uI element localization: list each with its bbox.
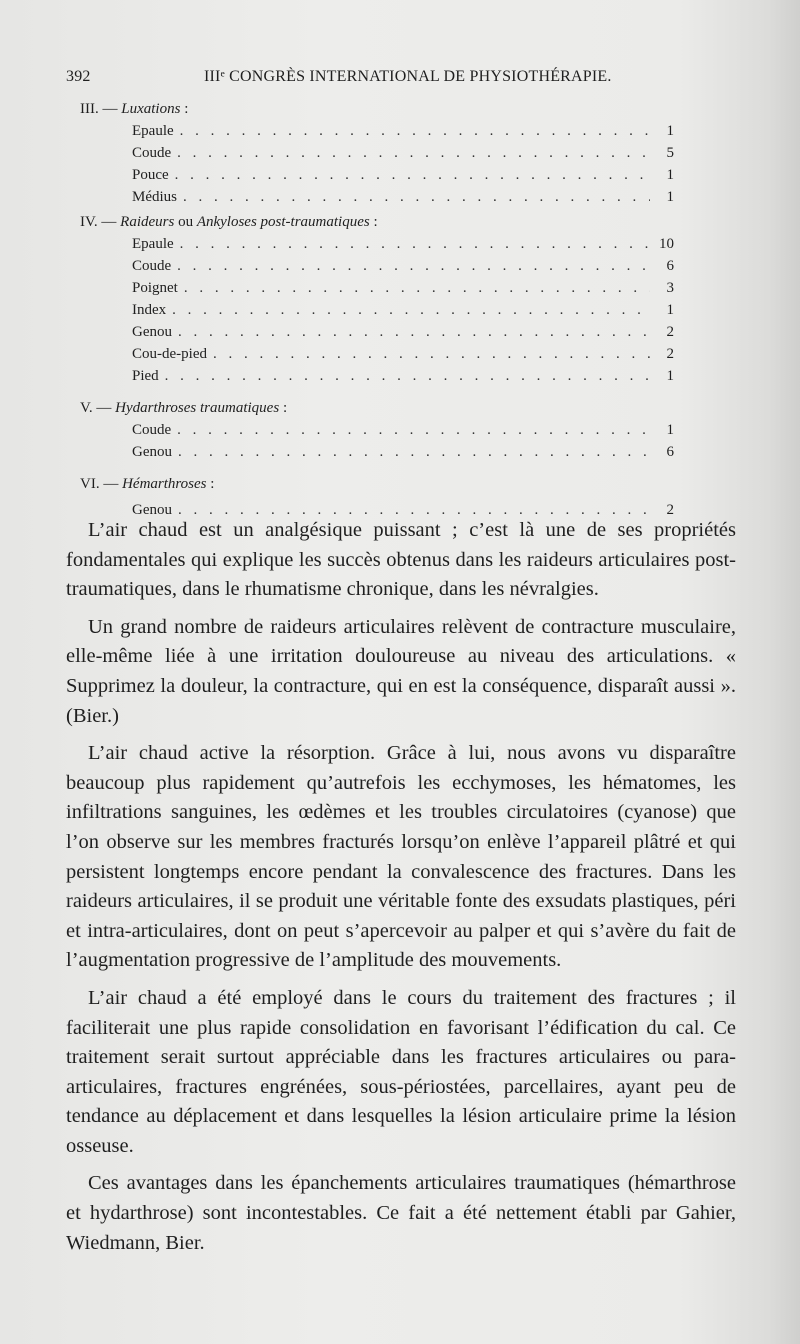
section-numeral: VI. — <box>80 476 119 492</box>
item-count: 6 <box>666 258 674 274</box>
paragraph: Ces avantages dans les épanchements articulaires traumatiques (hémarthrose et hydarthrose) sont incontestables. Ce fait a été nettement établi par Gahier, Wiedmann, Bier. <box>66 1172 736 1254</box>
section-title-joiner: ou <box>174 214 197 230</box>
item-name: Pouce <box>132 167 169 183</box>
section-title: Raideurs <box>120 214 175 230</box>
item-name: Coude <box>132 422 172 438</box>
item-count: 2 <box>666 346 674 362</box>
section-title: Luxations <box>121 101 181 117</box>
section-heading-raideurs: IV. — Raideurs ou Ankyloses post-traumatiques : <box>80 214 378 230</box>
list-item <box>80 321 674 343</box>
dot-leader <box>184 277 650 299</box>
dot-leader <box>177 419 650 441</box>
item-count: 5 <box>666 145 674 161</box>
paragraph: Un grand nombre de raideurs articulaires relèvent de contracture musculaire, elle-même liée à une irritation douloureuse au niveau des articulations. « Supprimez la douleur, la contracture, qui en est la conséquence, disparaît aussi ». (Bier.) <box>66 615 736 727</box>
list-item <box>80 419 674 441</box>
item-name: Epaule <box>132 236 174 252</box>
list-item <box>80 142 674 164</box>
section-numeral: V. — <box>80 400 112 416</box>
paragraph: L’air chaud est un analgésique puissant ; c’est là une de ses propriétés fondamentales qui explique les succès obtenus dans les raideurs articulaires post-traumatiques, dans le rhumatisme chronique, dans les névralgies. <box>66 519 736 601</box>
list-item <box>80 299 674 321</box>
section-heading-hemarthroses: VI. — Hémarthroses : <box>80 476 215 492</box>
paragraph: L’air chaud a été employé dans le cours du traitement des fractures ; il faciliterait une plus rapide consolidation en favorisant l’édification du cal. Ce traitement serait surtout appréciable dans les fractures articulaires ou para-articulaires, fractures engrénées, sous-périostées, parcellaires, ayant peu de tendance au déplacement et dans lesquelles la lésion articulaire prime la lésion osseuse. <box>66 986 736 1157</box>
case-list <box>80 98 674 521</box>
dot-leader <box>180 233 650 255</box>
dot-leader <box>183 186 650 208</box>
item-count: 2 <box>666 502 674 518</box>
list-item <box>80 365 674 387</box>
dot-leader <box>178 321 650 343</box>
dot-leader <box>178 441 650 463</box>
item-name: Epaule <box>132 123 174 139</box>
item-name: Coude <box>132 258 172 274</box>
item-name: Médius <box>132 189 177 205</box>
item-count: 6 <box>666 444 674 460</box>
section-numeral: III. — <box>80 101 118 117</box>
item-count: 1 <box>666 368 674 384</box>
dot-leader <box>177 142 650 164</box>
list-item <box>80 120 674 142</box>
dot-leader <box>172 299 650 321</box>
item-name: Genou <box>132 444 172 460</box>
item-count: 1 <box>666 123 674 139</box>
item-name: Poignet <box>132 280 178 296</box>
section-numeral: IV. — <box>80 214 117 230</box>
dot-leader <box>180 120 650 142</box>
list-item <box>80 277 674 299</box>
running-title: IIIᵉ CONGRÈS INTERNATIONAL DE PHYSIOTHÉRAPIE. <box>204 68 612 85</box>
item-count: 1 <box>666 422 674 438</box>
section-title: Hydarthroses traumatiques <box>115 400 280 416</box>
list-item <box>80 441 674 463</box>
item-count: 10 <box>659 236 674 252</box>
section-title: Hémarthroses <box>122 476 207 492</box>
body-text <box>66 516 736 1266</box>
page-number: 392 <box>66 68 91 85</box>
section-title-tail: Ankyloses post-traumatiques <box>196 214 370 230</box>
dot-leader <box>177 255 650 277</box>
item-name: Index <box>132 302 167 318</box>
list-item <box>80 233 674 255</box>
section-heading-hydarthroses: V. — Hydarthroses traumatiques : <box>80 400 288 416</box>
item-name: Coude <box>132 145 172 161</box>
item-name: Genou <box>132 324 172 340</box>
item-count: 1 <box>666 167 674 183</box>
item-name: Cou-de-pied <box>132 346 207 362</box>
item-count: 1 <box>666 189 674 205</box>
list-item <box>80 255 674 277</box>
item-count: 3 <box>666 280 674 296</box>
dot-leader <box>213 343 650 365</box>
dot-leader <box>165 365 650 387</box>
paragraph: L’air chaud active la résorption. Grâce à lui, nous avons vu disparaître beaucoup plus rapidement qu’autrefois les ecchymoses, les hématomes, les infiltrations sanguines, les œdèmes et les troubles circulatoires (cyanose) que l’on observe sur les membres fracturés lorsqu’on enlève l’appareil plâtré et qui persistent longtemps encore pendant la convalescence des fractures. Dans les raideurs articulaires, il se produit une véritable fonte des exsudats plastiques, péri et intra-articulaires, dont on peut s’apercevoir au palper et qui s’avère du fait de l’augmentation progressive de l’amplitude des mouvements. <box>66 742 736 972</box>
item-count: 1 <box>666 302 674 318</box>
item-name: Genou <box>132 502 172 518</box>
list-item <box>80 164 674 186</box>
dot-leader <box>175 164 650 186</box>
item-count: 2 <box>666 324 674 340</box>
section-heading-luxations: III. — Luxations : <box>80 101 189 117</box>
list-item <box>80 186 674 208</box>
page-header <box>66 68 686 94</box>
item-name: Pied <box>132 368 159 384</box>
list-item <box>80 343 674 365</box>
